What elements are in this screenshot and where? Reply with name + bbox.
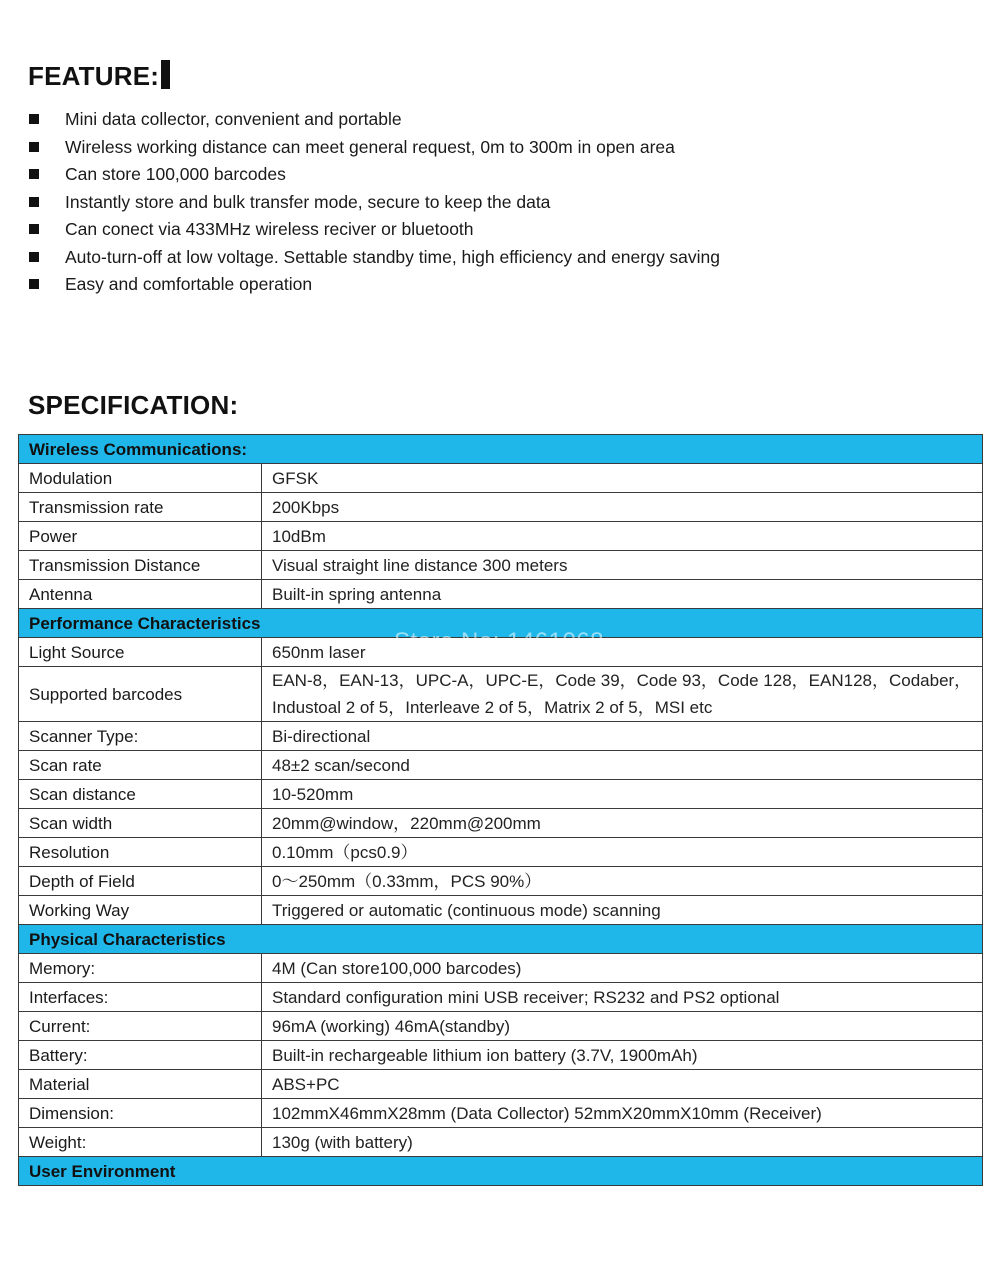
spec-value: 10-520mm	[262, 780, 983, 809]
table-row	[19, 493, 983, 522]
spec-value: Bi-directional	[262, 722, 983, 751]
spec-table	[18, 434, 983, 1186]
section-header-user-environment	[19, 1157, 983, 1186]
specification-title: SPECIFICATION:	[28, 390, 239, 420]
spec-value: EAN-8，EAN-13，UPC-A，UPC-E，Code 39，Code 93，Code 128，EAN128，Codaber，Industoal 2 of 5，Interleave 2 of 5，Matrix 2 of 5，MSI etc	[262, 667, 983, 722]
spec-value: Built-in spring antenna	[262, 580, 983, 609]
feature-list	[28, 106, 728, 299]
spec-label: Material	[19, 1070, 262, 1099]
feature-text: Can conect via 433MHz wireless reciver or bluetooth	[65, 219, 474, 239]
feature-text: Auto-turn-off at low voltage. Settable standby time, high efficiency and energy saving	[65, 246, 721, 267]
table-row	[19, 809, 983, 838]
table-row	[19, 780, 983, 809]
square-bullet-icon	[29, 279, 39, 289]
section-header-physical	[19, 925, 983, 954]
table-row	[19, 667, 983, 722]
spec-value: 10dBm	[262, 522, 983, 551]
spec-label: Scan rate	[19, 751, 262, 780]
table-row	[19, 551, 983, 580]
square-bullet-icon	[29, 142, 39, 152]
table-row	[19, 722, 983, 751]
spec-value: 0～250mm（0.33mm，PCS 90%）	[262, 867, 983, 896]
spec-label: Depth of Field	[19, 867, 262, 896]
spec-value: 130g (with battery)	[262, 1128, 983, 1157]
spec-value: Triggered or automatic (continuous mode) scanning	[262, 896, 983, 925]
list-item	[28, 106, 728, 134]
spec-value: 650nm laser	[262, 638, 983, 667]
table-row	[19, 1070, 983, 1099]
spec-label: Power	[19, 522, 262, 551]
list-item	[28, 161, 728, 189]
spec-label: Battery:	[19, 1041, 262, 1070]
spec-value: 48±2 scan/second	[262, 751, 983, 780]
spec-value: ABS+PC	[262, 1070, 983, 1099]
feature-text: Wireless working distance can meet general request, 0m to 300m in open area	[65, 136, 675, 157]
feature-title-text: FEATURE:	[28, 61, 160, 91]
section-header-performance	[19, 609, 983, 638]
square-bullet-icon	[29, 114, 39, 124]
square-bullet-icon	[29, 169, 39, 179]
square-bullet-icon	[29, 252, 39, 262]
spec-value: Standard configuration mini USB receiver; RS232 and PS2 optional	[262, 983, 983, 1012]
table-row	[19, 1041, 983, 1070]
store-watermark: Store No: 1461068	[394, 628, 604, 655]
table-row	[19, 896, 983, 925]
spec-value: 102mmX46mmX28mm (Data Collector) 52mmX20mmX10mm (Receiver)	[262, 1099, 983, 1128]
table-row	[19, 638, 983, 667]
spec-value: 96mA (working) 46mA(standby)	[262, 1012, 983, 1041]
spec-label: Light Source	[19, 638, 262, 667]
square-bullet-icon	[29, 197, 39, 207]
list-item	[28, 271, 728, 299]
spec-label: Memory:	[19, 954, 262, 983]
spec-value: GFSK	[262, 464, 983, 493]
list-item	[28, 134, 728, 162]
spec-label: Scan distance	[19, 780, 262, 809]
spec-label: Modulation	[19, 464, 262, 493]
spec-label: Transmission rate	[19, 493, 262, 522]
section-header-wireless	[19, 435, 983, 464]
feature-text: Easy and comfortable operation	[65, 274, 313, 294]
list-item	[28, 189, 728, 217]
spec-label: Weight:	[19, 1128, 262, 1157]
spec-label: Scan width	[19, 809, 262, 838]
table-row	[19, 1099, 983, 1128]
table-row	[19, 983, 983, 1012]
section-heading: User Environment	[19, 1157, 983, 1186]
spec-label: Working Way	[19, 896, 262, 925]
spec-value: 4M (Can store100,000 barcodes)	[262, 954, 983, 983]
spec-label: Interfaces:	[19, 983, 262, 1012]
list-item	[28, 244, 728, 272]
spec-value: 0.10mm（pcs0.9）	[262, 838, 983, 867]
table-row	[19, 867, 983, 896]
spec-value: 20mm@window，220mm@200mm	[262, 809, 983, 838]
table-row	[19, 751, 983, 780]
spec-value: Visual straight line distance 300 meters	[262, 551, 983, 580]
spec-label: Transmission Distance	[19, 551, 262, 580]
section-heading: Physical Characteristics	[19, 925, 983, 954]
table-row	[19, 954, 983, 983]
spec-label: Supported barcodes	[19, 667, 262, 722]
table-row	[19, 1128, 983, 1157]
square-bullet-icon	[29, 224, 39, 234]
spec-value: Built-in rechargeable lithium ion battery (3.7V, 1900mAh)	[262, 1041, 983, 1070]
table-row	[19, 580, 983, 609]
feature-title	[28, 60, 170, 92]
spec-label: Antenna	[19, 580, 262, 609]
table-row	[19, 838, 983, 867]
spec-label: Dimension:	[19, 1099, 262, 1128]
text-cursor	[161, 60, 170, 89]
feature-text: Can store 100,000 barcodes	[65, 164, 286, 184]
feature-text: Instantly store and bulk transfer mode, secure to keep the data	[65, 191, 551, 212]
spec-label: Current:	[19, 1012, 262, 1041]
spec-label: Resolution	[19, 838, 262, 867]
feature-text: Mini data collector, convenient and portable	[65, 109, 402, 129]
spec-value: 200Kbps	[262, 493, 983, 522]
list-item	[28, 216, 728, 244]
table-row	[19, 522, 983, 551]
table-row	[19, 464, 983, 493]
section-heading: Performance Characteristics	[19, 609, 983, 638]
table-row	[19, 1012, 983, 1041]
section-heading: Wireless Communications:	[19, 435, 983, 464]
spec-label: Scanner Type:	[19, 722, 262, 751]
